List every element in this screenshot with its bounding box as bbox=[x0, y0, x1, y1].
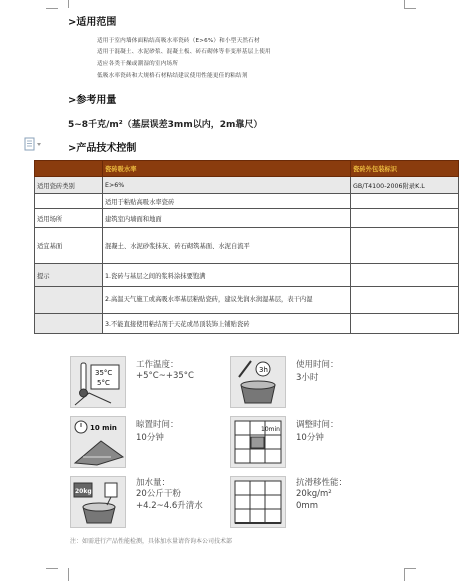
row-value: 2.高温天气施工或高吸水率基层粘贴瓷砖，建议先润水润湿基层，表干内湿 bbox=[103, 287, 351, 314]
property-usage-time bbox=[228, 352, 388, 412]
crop-mark-top-right-h bbox=[404, 8, 416, 9]
table-header-cell: 瓷砖外包装标识 bbox=[351, 161, 459, 177]
property-value: 3小时 bbox=[296, 373, 319, 383]
footnote: 注：如需进行产品性能检测，具体加水量请咨询本公司技术部 bbox=[70, 538, 233, 545]
svg-text:10min: 10min bbox=[261, 426, 280, 433]
property-temperature bbox=[68, 352, 228, 412]
row-value: 混凝土、水泥砂浆抹灰、砖石砌筑基面、水泥自流平 bbox=[103, 228, 351, 264]
property-title: 抗滑移性能： bbox=[296, 478, 348, 488]
crop-mark-bottom-left bbox=[58, 568, 69, 581]
table-row bbox=[35, 228, 459, 264]
row-standard bbox=[351, 264, 459, 287]
row-standard bbox=[351, 209, 459, 228]
svg-text:35°C: 35°C bbox=[95, 369, 113, 377]
row-standard bbox=[351, 228, 459, 264]
row-label: 适宜基面 bbox=[35, 228, 103, 264]
property-water-ratio bbox=[68, 472, 228, 532]
crop-mark-top-left-h bbox=[46, 8, 58, 9]
property-icon-grid bbox=[68, 352, 388, 532]
table-header-cell bbox=[35, 161, 103, 177]
property-title: 加水量： bbox=[136, 478, 171, 488]
svg-text:20kg: 20kg bbox=[75, 488, 92, 495]
crop-mark-bottom-right bbox=[404, 568, 415, 581]
property-value: 20公斤干粉 +4.2~4.6升清水 bbox=[136, 489, 203, 511]
row-label: 提示 bbox=[35, 264, 103, 287]
table-row bbox=[35, 209, 459, 228]
row-standard bbox=[351, 194, 459, 209]
row-value: 建筑室内墙面和地面 bbox=[103, 209, 351, 228]
property-value: +5°C~+35°C bbox=[136, 371, 194, 381]
row-label bbox=[35, 194, 103, 209]
row-value: E>6% bbox=[103, 177, 351, 194]
row-label: 适用瓷砖类别 bbox=[35, 177, 103, 194]
application-line: 适用于室内墙体面粘结高吸水率瓷砖（E>6%）和小型天然石材 bbox=[97, 38, 260, 44]
bucket-clock-icon bbox=[230, 356, 286, 408]
property-title: 使用时间： bbox=[296, 360, 339, 370]
table-row bbox=[35, 194, 459, 209]
property-value: 20kg/m² 0mm bbox=[296, 489, 332, 511]
application-line: 适应各类干燥或潮湿的室内场所 bbox=[97, 61, 179, 67]
row-value: 1.瓷砖与基层之间的浆料涂抹要饱满 bbox=[103, 264, 351, 287]
row-label: 适用场所 bbox=[35, 209, 103, 228]
row-standard bbox=[351, 314, 459, 334]
row-label bbox=[35, 314, 103, 334]
property-title: 晾置时间： bbox=[136, 420, 179, 430]
table-row bbox=[35, 314, 459, 334]
thermometer-icon bbox=[70, 356, 126, 408]
application-line: 低吸水率瓷砖和大规格石材粘结建议使用性能更佳的粘结剂 bbox=[97, 73, 248, 79]
crop-mark-top-right bbox=[404, 0, 415, 8]
params-title: >产品技术控制 bbox=[68, 143, 137, 154]
table-row bbox=[35, 264, 459, 287]
spec-table bbox=[34, 160, 459, 334]
property-title: 调整时间： bbox=[296, 420, 339, 430]
property-adjust-time bbox=[228, 412, 388, 472]
property-title: 工作温度： bbox=[136, 360, 179, 370]
table-header-cell: 瓷砖吸水率 bbox=[103, 161, 351, 177]
scope-title: >适用范围 bbox=[68, 17, 117, 28]
table-row bbox=[35, 177, 459, 194]
tile-wall-icon bbox=[230, 476, 286, 528]
dosage-value: 5~8千克/m²（基层误差3mm以内，2m靠尺） bbox=[68, 120, 263, 130]
table-row bbox=[35, 287, 459, 314]
dosage-title: >参考用量 bbox=[68, 95, 117, 106]
svg-text:3h: 3h bbox=[259, 366, 268, 374]
table-header-row bbox=[35, 161, 459, 177]
tile-adjust-icon bbox=[230, 416, 286, 468]
property-value: 10分钟 bbox=[296, 433, 324, 443]
property-open-time bbox=[68, 412, 228, 472]
svg-text:10 min: 10 min bbox=[90, 424, 117, 432]
application-line: 适用于混凝土、水泥砂浆、混凝土板、砖石砌体等非变形基层上使用 bbox=[97, 49, 271, 55]
property-value: 10分钟 bbox=[136, 433, 164, 443]
row-standard: GB/T4100-2006附录K.L bbox=[351, 177, 459, 194]
row-value: 适用于粘贴高吸水率瓷砖 bbox=[103, 194, 351, 209]
row-label bbox=[35, 287, 103, 314]
row-value: 3.不能直接使用粘结剂于天花或吊顶装饰上铺贴瓷砖 bbox=[103, 314, 351, 334]
document-options-icon[interactable] bbox=[24, 137, 42, 153]
trowel-timer-icon bbox=[70, 416, 126, 468]
crop-mark-bottom-left-h bbox=[46, 568, 58, 569]
crop-mark-top-left bbox=[58, 0, 69, 8]
property-slip-resistance bbox=[228, 472, 388, 532]
mixing-bucket-icon bbox=[70, 476, 126, 528]
row-standard bbox=[351, 287, 459, 314]
svg-text:5°C: 5°C bbox=[97, 379, 110, 387]
crop-mark-bottom-right-h bbox=[404, 568, 416, 569]
